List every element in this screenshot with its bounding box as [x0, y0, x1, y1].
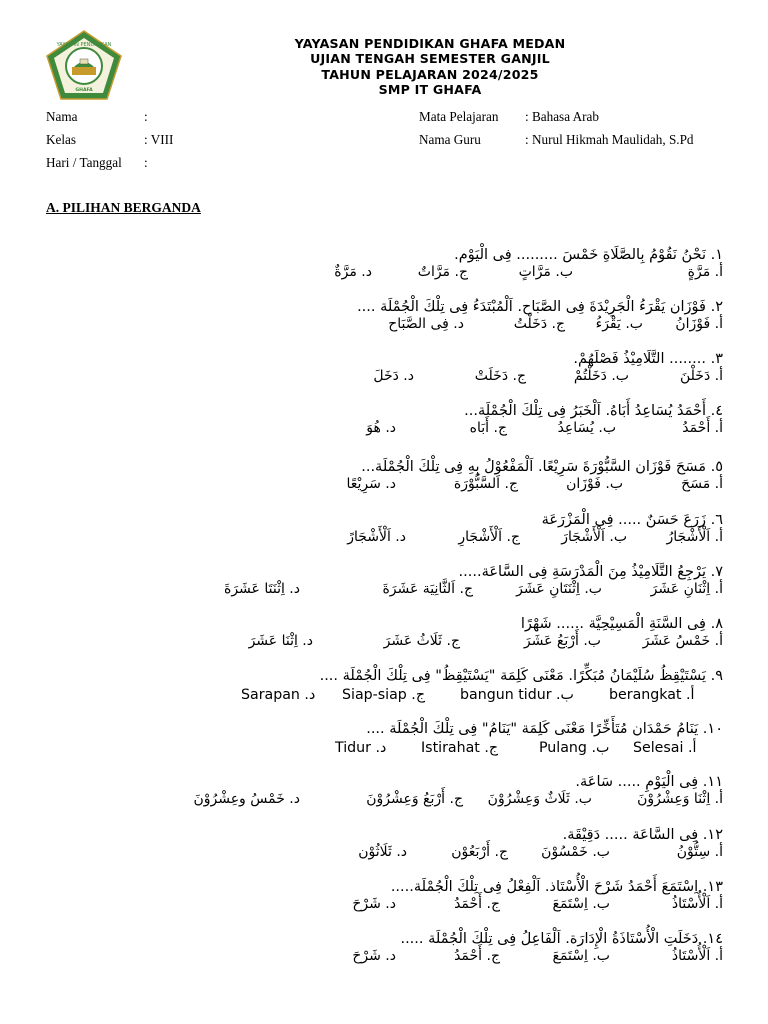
option-a[interactable]: أ. فَوْزَانُ	[675, 316, 723, 332]
option-a[interactable]: أ. مَسَحَ	[681, 476, 723, 492]
question-text: ١٠. يَنَامُ حَمْدَان مُتَأَخِّرًا مَعْنَى كَلِمَة "يَنَامُ" فِى تِلْكَ الْجُمْلَة ....	[366, 721, 723, 737]
option-c[interactable]: ج. اَلثَّانِيَة عَشَرَةَ	[382, 581, 473, 597]
question-text: ١. نَحْنُ نَقُوْمُ بِالصَّلَاةِ خَمْسَ ......... فِى الْيَوْم.	[454, 247, 723, 263]
kelas-label: Kelas	[46, 132, 77, 147]
foundation-name: YAYASAN PENDIDIKAN GHAFA MEDAN	[294, 36, 566, 51]
option-b[interactable]: ب. دَخَلْتُمْ	[573, 368, 629, 384]
option-d[interactable]: د. شَرْحَ	[352, 896, 396, 912]
hari-tanggal-field[interactable]: :	[144, 155, 148, 170]
option-a[interactable]: berangkat .أ	[609, 687, 695, 703]
option-c[interactable]: Siap-siap .ج	[342, 687, 425, 703]
option-c[interactable]: ج. ثَلَاثُ عَشَرَ	[383, 633, 460, 649]
option-d[interactable]: د. سَرِيْعًا	[346, 476, 396, 492]
option-b[interactable]: ب. خَمْسُوْنَ	[541, 844, 610, 860]
option-d[interactable]: د. ثَلَاثُوْن	[358, 844, 407, 860]
question-text: ١٢. فِى السَّاعَة ..... دَقِيْقَة.	[562, 827, 723, 843]
option-b[interactable]: ب. ثَلَاثٌ وَعِشْرُوْنَ	[487, 791, 592, 807]
mapel-label: Mata Pelajaran	[419, 109, 499, 124]
option-d[interactable]: د. مَرَّةٌ	[334, 264, 372, 280]
option-c[interactable]: ج. أَحْمَدُ	[454, 948, 500, 964]
option-b[interactable]: ب. أَرْبَعُ عَشَرَ	[523, 633, 601, 649]
option-a[interactable]: أ. اَلْأَشْجَارُ	[666, 529, 723, 545]
option-c[interactable]: ج. اَلسَّبُّوْرَة	[453, 476, 518, 492]
question-text: ٩. يَسْتَيْقِظُ سُلَيْمَانُ مُبَكِّرًا. مَعْنَى كَلِمَة "يَسْتَيْقِظُ" فِى تِلْكَ الْجُمْلَة ....	[319, 668, 723, 684]
option-d[interactable]: د. دَخَلَ	[373, 368, 414, 384]
option-a[interactable]: أ. اِثْنَانِ عَشَرَ	[650, 581, 723, 597]
option-c[interactable]: ج. اَلْأَشْجَارِ	[458, 529, 520, 545]
option-d[interactable]: Sarapan .د	[241, 687, 316, 703]
option-a[interactable]: أ. أَحْمَدُ	[682, 420, 723, 436]
exam-header	[200, 36, 660, 98]
option-b[interactable]: ب. يَقْرَءُ	[595, 316, 643, 332]
question-text: ١٣. اِسْتَمَعَ أَحْمَدُ شَرْحَ الْأُسْتَاذ. اَلْفِعْلُ فِى تِلْكَ الْجُمْلَة.....	[390, 879, 723, 895]
option-a[interactable]: أ. خَمْسُ عَشَرَ	[642, 633, 723, 649]
option-b[interactable]: ب. اِسْتَمَعَ	[552, 896, 610, 912]
option-c[interactable]: ج. دَخَلَتْ	[474, 368, 526, 384]
kelas-value: : VIII	[144, 132, 174, 147]
section-title: A. PILIHAN BERGANDA	[46, 200, 201, 215]
svg-text:YAYASAN PENDIDIKAN: YAYASAN PENDIDIKAN	[56, 42, 112, 48]
option-d[interactable]: د. شَرْحَ	[352, 948, 396, 964]
option-c[interactable]: ج. أَرْبَعُوْن	[451, 844, 508, 860]
option-c[interactable]: ج. أَحْمَدُ	[454, 896, 500, 912]
option-c[interactable]: ج. أَرْبَعُ وَعِشْرُوْنَ	[366, 791, 463, 807]
option-a[interactable]: أ. اِثْنَا وَعِشْرُوْنَ	[637, 791, 723, 807]
option-d[interactable]: د. اِثْنَا عَشَرَ	[248, 633, 313, 649]
option-b[interactable]: ب. يُسَاعِدُ	[557, 420, 616, 436]
exam-title: UJIAN TENGAH SEMESTER GANJIL	[310, 51, 550, 67]
option-c[interactable]: ج. دَخَلْتُ	[513, 316, 565, 332]
option-b[interactable]: bangun tidur .ب	[460, 687, 574, 703]
option-a[interactable]: أ. سِتُّوْنُ	[676, 844, 723, 860]
hari-tanggal-label: Hari / Tanggal	[46, 155, 122, 170]
question-text: ١٤. دَخَلَتِ الْأُسْتَاذَةُ الْإِدَارَة. اَلْفَاعِلُ فِى تِلْكَ الْجُمْلَة .....	[400, 931, 723, 947]
option-a[interactable]: أ. مَرَّةٍ	[687, 264, 723, 280]
question-text: ٢. فَوْزَان يَقْرَءُ الْجَرِيْدَةَ فِى الصَّبَاح. اَلْمُبْتَدَءُ فِى تِلْكَ الْجُمْلَة ....	[357, 299, 723, 315]
option-d[interactable]: د. فِى الصَّبَاح	[388, 316, 464, 332]
option-d[interactable]: د. هُوَ	[366, 420, 396, 436]
nama-field[interactable]: :	[144, 109, 148, 124]
option-a[interactable]: أ. اَلْأُسْتَاذُ	[671, 948, 723, 964]
question-text: ٦. زَرَعَ حَسَنٌ ..... فِى الْمَزْرَعَة	[541, 512, 723, 528]
question-text: ١١. فِى الْيَوْمِ ..... سَاعَة.	[575, 774, 723, 790]
mapel-value: : Bahasa Arab	[525, 109, 599, 124]
option-c[interactable]: Istirahat .ج	[421, 740, 499, 756]
question-text: ٧. يَرْجِعُ التَّلَامِيْذُ مِنَ الْمَدْرَسَةِ فِى السَّاعَة.....	[458, 564, 723, 580]
option-b[interactable]: Pulang .ب	[539, 740, 610, 756]
academic-year: TAHUN PELAJARAN 2024/2025	[321, 66, 539, 82]
option-b[interactable]: ب. مَرَّاتٍ	[518, 264, 573, 280]
school-name: SMP IT GHAFA	[378, 82, 482, 98]
option-d[interactable]: د. خَمْسُ وعِشْرُوْنَ	[193, 791, 300, 807]
option-d[interactable]: د. اِثْنَتَا عَشَرَةَ	[224, 581, 300, 597]
option-c[interactable]: ج. أَبَاه	[469, 420, 507, 436]
svg-text:GHAFA: GHAFA	[75, 88, 93, 93]
option-d[interactable]: Tidur .د	[335, 740, 387, 756]
option-b[interactable]: ب. اِثْنَتَانِ عَشَرَ	[516, 581, 602, 597]
guru-value: : Nurul Hikmah Maulidah, S.Pd	[525, 132, 694, 147]
guru-label: Nama Guru	[419, 132, 481, 147]
school-logo-icon	[44, 29, 124, 101]
nama-label: Nama	[46, 109, 78, 124]
question-text: ٨. فِى السَّنَةِ الْمَسِيْحِيَّة ...... شَهْرًا	[520, 616, 723, 632]
option-c[interactable]: ج. مَرَّاتٌ	[417, 264, 468, 280]
question-text: ٥. مَسَحَ فَوْزَان السَّبُّوْرَةَ سَرِيْعًا. اَلْمَفْعُوْلُ بِهِ فِى تِلْكَ الْجُمْلَة...	[361, 459, 723, 475]
question-text: ٤. أَحْمَدُ يُسَاعِدُ أَبَاهُ. اَلْخَبَرُ فِى تِلْكَ الْجُمْلَة...	[464, 403, 723, 419]
option-b[interactable]: ب. اَلْأَشْجَارَ	[561, 529, 627, 545]
option-a[interactable]: أ. اَلْأُسْتَاذُ	[671, 896, 723, 912]
option-d[interactable]: د. اَلْأَشْجَارً	[347, 529, 406, 545]
option-a[interactable]: أ. دَخَلْنَ	[680, 368, 723, 384]
option-b[interactable]: ب. فَوْزَان	[566, 476, 623, 492]
option-a[interactable]: Selesai .أ	[633, 740, 697, 756]
option-b[interactable]: ب. اِسْتَمَعَ	[552, 948, 610, 964]
question-text: ٣. ........ التَّلَامِيْذُ فَصْلَهُمْ.	[573, 351, 723, 367]
